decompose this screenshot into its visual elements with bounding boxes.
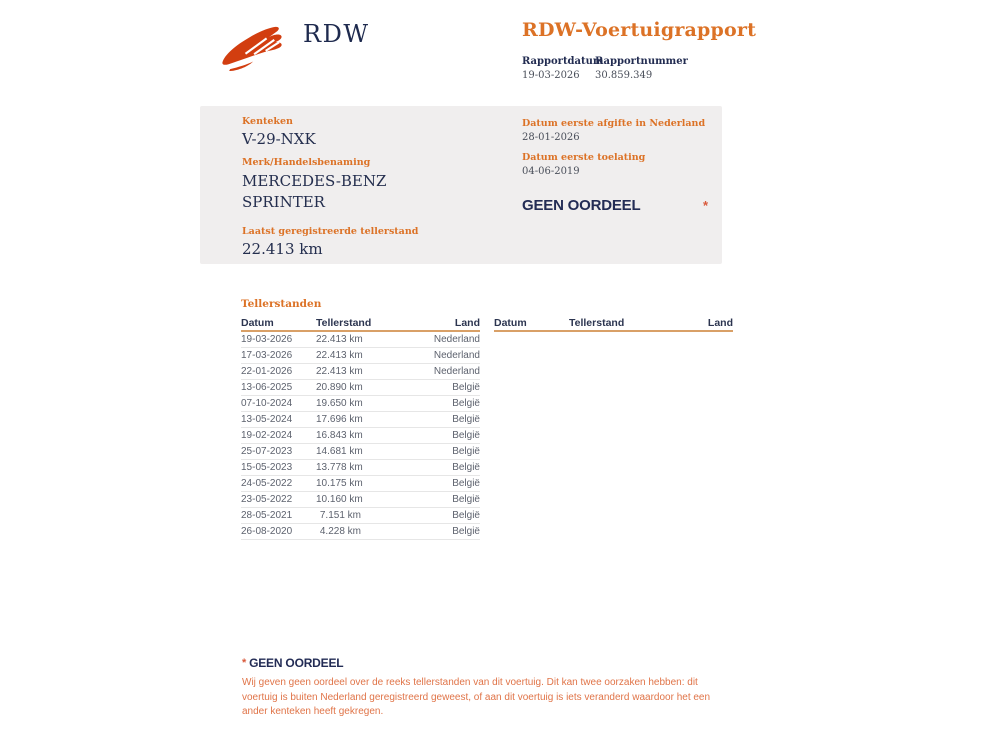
column-header-datum: Datum — [241, 317, 274, 329]
cell-land: Nederland — [433, 334, 480, 345]
table-row — [241, 508, 480, 524]
cell-land: België — [452, 446, 480, 457]
table-row — [241, 524, 480, 540]
verdict-footnote — [242, 656, 712, 720]
table-row — [241, 348, 480, 364]
cell-tellerstand: 22.413 km — [316, 334, 363, 345]
table-row — [241, 476, 480, 492]
summary-left-column — [242, 116, 418, 258]
cell-datum: 17-03-2026 — [241, 350, 293, 361]
vehicle-summary-panel — [200, 106, 722, 264]
page-title: RDW-Voertuigrapport — [522, 19, 757, 41]
column-header-tellerstand: Tellerstand — [569, 317, 625, 329]
cell-datum: 07-10-2024 — [241, 398, 293, 409]
table-row — [241, 364, 480, 380]
cell-land: België — [452, 526, 480, 537]
report-date-label: Rapportdatum — [522, 56, 604, 67]
cell-tellerstand: 10.175 km — [316, 478, 363, 489]
cell-land: België — [452, 494, 480, 505]
cell-tellerstand: 20.890 km — [316, 382, 363, 393]
report-header — [522, 19, 822, 81]
table-header-right — [494, 315, 733, 332]
report-date-block — [522, 56, 604, 81]
rdw-wordmark: RDW — [303, 20, 370, 48]
tellerstanden-title: Tellerstanden — [241, 298, 322, 310]
cell-tellerstand: 7.151 km — [319, 510, 361, 521]
tellerstand-label: Laatst geregistreerde tellerstand — [242, 226, 419, 237]
report-meta — [522, 56, 822, 81]
tellerstanden-section — [241, 298, 733, 540]
cell-land: België — [452, 414, 480, 425]
cell-datum: 13-05-2024 — [241, 414, 293, 425]
cell-land: Nederland — [433, 366, 480, 377]
cell-datum: 13-06-2025 — [241, 382, 293, 393]
toelating-value: 04-06-2019 — [522, 166, 580, 177]
kenteken-value: V-29-NXK — [242, 130, 316, 148]
cell-tellerstand: 14.681 km — [316, 446, 363, 457]
cell-datum: 19-03-2026 — [241, 334, 293, 345]
report-date-value: 19-03-2026 — [522, 70, 580, 81]
table-row — [241, 380, 480, 396]
cell-datum: 23-05-2022 — [241, 494, 293, 505]
tellerstanden-table-right — [494, 298, 733, 540]
table-body-left — [241, 332, 480, 540]
column-header-datum: Datum — [494, 317, 527, 329]
table-row — [241, 332, 480, 348]
table-row — [241, 492, 480, 508]
report-number-label: Rapportnummer — [595, 56, 688, 67]
cell-tellerstand: 22.413 km — [316, 366, 363, 377]
column-header-tellerstand: Tellerstand — [316, 317, 372, 329]
cell-land: België — [452, 462, 480, 473]
report-number-value: 30.859.349 — [595, 70, 653, 81]
table-header-left — [241, 315, 480, 332]
cell-datum: 24-05-2022 — [241, 478, 293, 489]
cell-land: Nederland — [433, 350, 480, 361]
cell-datum: 25-07-2023 — [241, 446, 293, 457]
footnote-text: Wij geven geen oordeel over de reeks tellerstanden van dit voertuig. Dit kan twee oorzaken hebben: dit voertuig is buiten Nederland geregistreerd geweest, of aan dit voertuig is iets veranderd waardoor het een ander kenteken heeft gekregen. — [242, 677, 711, 717]
footnote-title — [242, 656, 712, 670]
cell-tellerstand: 22.413 km — [316, 350, 363, 361]
footnote-asterisk: * — [242, 657, 247, 669]
table-row — [241, 396, 480, 412]
merk-value-line2: SPRINTER — [242, 193, 325, 211]
cell-tellerstand: 19.650 km — [316, 398, 363, 409]
column-header-land: Land — [707, 317, 733, 329]
cell-tellerstand: 4.228 km — [319, 526, 361, 537]
verdict-text: GEEN OORDEEL — [522, 197, 641, 214]
merk-label: Merk/Handelsbenaming — [242, 157, 371, 168]
report-number-block — [595, 56, 688, 81]
cell-datum: 19-02-2024 — [241, 430, 293, 441]
rdw-logo — [220, 20, 380, 74]
cell-datum: 26-08-2020 — [241, 526, 293, 537]
rdw-eagle-icon — [220, 24, 294, 72]
table-row — [241, 428, 480, 444]
summary-right-column — [522, 118, 718, 214]
cell-tellerstand: 17.696 km — [316, 414, 363, 425]
afgifte-value: 28-01-2026 — [522, 132, 580, 143]
table-row — [241, 444, 480, 460]
afgifte-label: Datum eerste afgifte in Nederland — [522, 118, 706, 129]
tellerstanden-table-left — [241, 298, 480, 540]
tellerstand-value: 22.413 km — [242, 240, 323, 258]
table-row — [241, 412, 480, 428]
table-row — [241, 460, 480, 476]
cell-land: België — [452, 382, 480, 393]
cell-land: België — [452, 510, 480, 521]
cell-tellerstand: 16.843 km — [316, 430, 363, 441]
verdict-asterisk: * — [703, 198, 709, 213]
cell-datum: 15-05-2023 — [241, 462, 293, 473]
cell-land: België — [452, 478, 480, 489]
cell-land: België — [452, 430, 480, 441]
toelating-label: Datum eerste toelating — [522, 152, 646, 163]
merk-value-line1: MERCEDES-BENZ — [242, 172, 387, 190]
cell-datum: 28-05-2021 — [241, 510, 293, 521]
cell-tellerstand: 10.160 km — [316, 494, 363, 505]
cell-tellerstand: 13.778 km — [316, 462, 363, 473]
cell-datum: 22-01-2026 — [241, 366, 293, 377]
column-header-land: Land — [454, 317, 480, 329]
kenteken-label: Kenteken — [242, 116, 293, 127]
footnote-title-text: GEEN OORDEEL — [249, 656, 344, 670]
cell-land: België — [452, 398, 480, 409]
